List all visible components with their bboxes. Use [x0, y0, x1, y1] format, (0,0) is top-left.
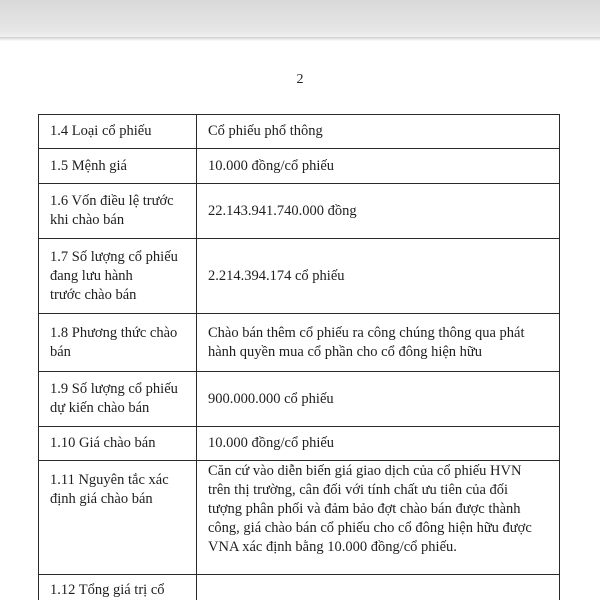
- row-label-cell: [39, 184, 197, 239]
- row-value: 10.000 đồng/cổ phiếu: [208, 157, 335, 174]
- row-label: 1.5 Mệnh giá: [50, 157, 127, 174]
- table-row: [39, 115, 560, 149]
- row-label: 1.11 Nguyên tắc xác định giá chào bán: [50, 472, 169, 507]
- row-label-cell: [39, 372, 197, 427]
- row-label-cell: [39, 115, 197, 149]
- row-label: 1.9 Số lượng cổ phiếu dự kiến chào bán: [50, 381, 178, 416]
- row-label-cell: [39, 239, 197, 314]
- row-label-cell: [39, 314, 197, 372]
- table-row: [39, 184, 560, 239]
- row-value: 2.214.394.174 cổ phiếu: [208, 267, 345, 284]
- row-label-cell: [39, 427, 197, 461]
- row-label: 1.6 Vốn điều lệ trước khi chào bán: [50, 193, 174, 228]
- row-value-cell: [197, 427, 560, 461]
- row-label: 1.4 Loại cổ phiếu: [50, 123, 152, 139]
- table-row: [39, 149, 560, 184]
- table-row: [39, 461, 560, 575]
- scan-top-band: [0, 0, 600, 38]
- row-value: 900.000.000 cổ phiếu: [208, 390, 334, 407]
- row-label: 1.8 Phương thức chào bán: [50, 324, 178, 360]
- row-value: Chào bán thêm cổ phiếu ra công chúng thông qua phát hành quyền mua cổ phần cho cổ đông hiện hữu: [208, 324, 525, 360]
- table-row: [39, 427, 560, 461]
- row-value-cell: [197, 314, 560, 372]
- table-row: [39, 575, 560, 600]
- offering-info-table: [38, 114, 560, 600]
- row-label-cell: [39, 149, 197, 184]
- row-value-cell: [197, 184, 560, 239]
- row-label: 1.10 Giá chào bán: [50, 435, 156, 451]
- row-label: 1.7 Số lượng cổ phiếu đang lưu hành trước chào bán: [50, 248, 178, 303]
- row-value: 10.000 đồng/cổ phiếu: [208, 435, 335, 451]
- row-value-cell: [197, 149, 560, 184]
- row-label: 1.12 Tổng giá trị cổ: [50, 582, 165, 598]
- row-value-cell: [197, 575, 560, 600]
- row-value: 22.143.941.740.000 đồng: [208, 202, 357, 219]
- table-row: [39, 239, 560, 314]
- row-value-cell: [197, 239, 560, 314]
- row-value: Cổ phiếu phổ thông: [208, 123, 323, 139]
- row-value-cell: [197, 115, 560, 149]
- row-label-cell: [39, 461, 197, 575]
- row-value-cell: [197, 372, 560, 427]
- page-number: 2: [296, 72, 304, 87]
- table-row: [39, 314, 560, 372]
- table-row: [39, 372, 560, 427]
- row-label-cell: [39, 575, 197, 600]
- row-value-cell: [197, 461, 560, 575]
- row-value: Căn cứ vào diễn biến giá giao dịch của cổ phiếu HVN trên thị trường, cân đối với tính chất ưu tiên của đối tượng phân phối và đảm bảo đợt chào bán được thành công, giá chào bán cổ phiếu cho cổ đông hiện hữu được VNA xác định bằng 10.000 đồng/cổ phiếu.: [208, 463, 532, 555]
